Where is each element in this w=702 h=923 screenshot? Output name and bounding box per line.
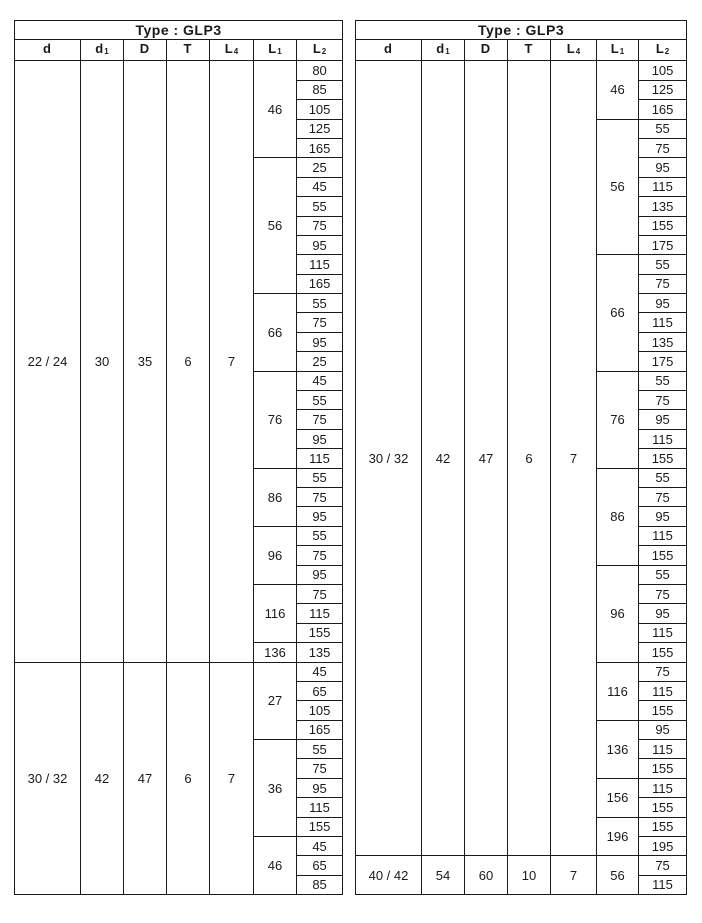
- cell-D: 47: [465, 61, 508, 856]
- cell-L2: 155: [639, 817, 687, 836]
- cell-L4: 7: [551, 61, 597, 856]
- cell-L2: 135: [639, 332, 687, 351]
- col-header-L4: L4: [210, 40, 254, 61]
- cell-L2: 95: [297, 332, 343, 351]
- cell-L2: 115: [639, 313, 687, 332]
- cell-L1: 36: [254, 740, 297, 837]
- cell-L2: 45: [297, 837, 343, 856]
- col-header-L1: L1: [597, 40, 639, 61]
- glp3-table-left: [14, 20, 343, 895]
- cell-L2: 115: [639, 429, 687, 448]
- cell-L2: 25: [297, 352, 343, 371]
- cell-L2: 75: [639, 391, 687, 410]
- cell-L2: 135: [297, 643, 343, 662]
- cell-L4: 7: [210, 61, 254, 662]
- cell-L2: 115: [639, 177, 687, 196]
- cell-L2: 135: [639, 197, 687, 216]
- cell-L2: 115: [639, 623, 687, 642]
- cell-L2: 125: [639, 80, 687, 99]
- col-header-L1: L1: [254, 40, 297, 61]
- cell-T: 6: [508, 61, 551, 856]
- cell-d: 22 / 24: [15, 61, 81, 662]
- cell-L1: 76: [597, 371, 639, 468]
- cell-L2: 75: [639, 138, 687, 157]
- cell-L2: 45: [297, 371, 343, 390]
- cell-L2: 95: [639, 720, 687, 739]
- cell-L2: 75: [639, 487, 687, 506]
- cell-L1: 56: [597, 119, 639, 255]
- cell-L2: 95: [297, 429, 343, 448]
- cell-L2: 75: [297, 584, 343, 603]
- cell-L2: 165: [297, 274, 343, 293]
- cell-L2: 80: [297, 61, 343, 80]
- cell-T: 10: [508, 856, 551, 895]
- cell-L2: 75: [639, 856, 687, 875]
- cell-d1: 42: [81, 662, 124, 895]
- col-header-D: D: [465, 40, 508, 61]
- col-header-d: d: [356, 40, 422, 61]
- cell-L1: 136: [597, 720, 639, 778]
- cell-L2: 45: [297, 177, 343, 196]
- cell-L1: 86: [254, 468, 297, 526]
- cell-D: 47: [124, 662, 167, 895]
- cell-L2: 155: [639, 643, 687, 662]
- cell-L2: 115: [639, 740, 687, 759]
- cell-d1: 54: [422, 856, 465, 895]
- cell-L2: 115: [297, 604, 343, 623]
- cell-L2: 95: [639, 158, 687, 177]
- col-header-L2: L2: [639, 40, 687, 61]
- cell-d: 40 / 42: [356, 856, 422, 895]
- cell-L2: 75: [639, 274, 687, 293]
- col-header-T: T: [508, 40, 551, 61]
- cell-L2: 55: [639, 565, 687, 584]
- cell-L1: 156: [597, 778, 639, 817]
- cell-L2: 65: [297, 681, 343, 700]
- cell-L2: 95: [297, 565, 343, 584]
- cell-L4: 7: [551, 856, 597, 895]
- cell-L2: 75: [639, 662, 687, 681]
- table-title: Type : GLP3: [356, 21, 687, 40]
- cell-L2: 75: [297, 546, 343, 565]
- cell-L2: 75: [297, 487, 343, 506]
- cell-L2: 95: [297, 778, 343, 797]
- cell-L2: 155: [639, 798, 687, 817]
- cell-L2: 95: [297, 507, 343, 526]
- cell-L2: 75: [297, 216, 343, 235]
- cell-L1: 66: [597, 255, 639, 371]
- cell-L2: 175: [639, 235, 687, 254]
- cell-L1: 116: [597, 662, 639, 720]
- cell-L1: 27: [254, 662, 297, 740]
- cell-D: 35: [124, 61, 167, 662]
- cell-L1: 196: [597, 817, 639, 856]
- cell-L2: 115: [297, 255, 343, 274]
- cell-L2: 55: [639, 468, 687, 487]
- cell-L2: 165: [297, 138, 343, 157]
- cell-L1: 66: [254, 294, 297, 372]
- col-header-D: D: [124, 40, 167, 61]
- cell-L2: 165: [297, 720, 343, 739]
- col-header-d1: d1: [81, 40, 124, 61]
- table-title: Type : GLP3: [15, 21, 343, 40]
- table-row: [356, 856, 687, 875]
- cell-L2: 75: [639, 584, 687, 603]
- cell-L2: 115: [297, 449, 343, 468]
- cell-d: 30 / 32: [356, 61, 422, 856]
- cell-L2: 115: [297, 798, 343, 817]
- cell-L1: 46: [597, 61, 639, 119]
- cell-L2: 75: [297, 313, 343, 332]
- cell-T: 6: [167, 61, 210, 662]
- cell-L2: 55: [297, 740, 343, 759]
- cell-L1: 116: [254, 584, 297, 642]
- cell-L2: 25: [297, 158, 343, 177]
- col-header-d1: d1: [422, 40, 465, 61]
- cell-L2: 155: [297, 817, 343, 836]
- cell-T: 6: [167, 662, 210, 895]
- col-header-L4: L4: [551, 40, 597, 61]
- cell-L2: 55: [297, 468, 343, 487]
- cell-L2: 95: [639, 410, 687, 429]
- cell-D: 60: [465, 856, 508, 895]
- cell-L1: 86: [597, 468, 639, 565]
- cell-L2: 155: [639, 449, 687, 468]
- cell-L2: 155: [639, 701, 687, 720]
- cell-L2: 195: [639, 837, 687, 856]
- cell-L2: 125: [297, 119, 343, 138]
- cell-L1: 56: [254, 158, 297, 294]
- cell-L2: 55: [639, 255, 687, 274]
- cell-L1: 96: [254, 526, 297, 584]
- cell-L1: 76: [254, 371, 297, 468]
- col-header-T: T: [167, 40, 210, 61]
- header-row: [15, 40, 343, 61]
- cell-L2: 85: [297, 80, 343, 99]
- cell-L2: 155: [297, 623, 343, 642]
- table-row: [15, 662, 343, 681]
- cell-L2: 155: [639, 546, 687, 565]
- cell-L2: 105: [639, 61, 687, 80]
- cell-d: 30 / 32: [15, 662, 81, 895]
- cell-L2: 55: [297, 526, 343, 545]
- header-row: [356, 40, 687, 61]
- cell-L2: 115: [639, 778, 687, 797]
- cell-L2: 85: [297, 875, 343, 894]
- cell-L2: 95: [297, 235, 343, 254]
- cell-L1: 46: [254, 837, 297, 895]
- cell-L2: 115: [639, 526, 687, 545]
- cell-L2: 95: [639, 604, 687, 623]
- cell-L2: 75: [297, 759, 343, 778]
- cell-d1: 42: [422, 61, 465, 856]
- cell-L2: 105: [297, 100, 343, 119]
- cell-L1: 96: [597, 565, 639, 662]
- col-header-L2: L2: [297, 40, 343, 61]
- cell-L4: 7: [210, 662, 254, 895]
- cell-L2: 105: [297, 701, 343, 720]
- cell-L2: 155: [639, 216, 687, 235]
- cell-L2: 175: [639, 352, 687, 371]
- cell-L2: 155: [639, 759, 687, 778]
- cell-L1: 136: [254, 643, 297, 662]
- cell-L2: 75: [297, 410, 343, 429]
- cell-L1: 56: [597, 856, 639, 895]
- table-row: [356, 61, 687, 80]
- table-row: [15, 61, 343, 80]
- cell-L2: 55: [297, 391, 343, 410]
- glp3-table-right: [355, 20, 687, 895]
- cell-L2: 45: [297, 662, 343, 681]
- cell-L2: 115: [639, 875, 687, 894]
- cell-L2: 55: [297, 294, 343, 313]
- cell-d1: 30: [81, 61, 124, 662]
- cell-L2: 95: [639, 294, 687, 313]
- cell-L2: 65: [297, 856, 343, 875]
- cell-L1: 46: [254, 61, 297, 158]
- cell-L2: 165: [639, 100, 687, 119]
- cell-L2: 95: [639, 507, 687, 526]
- cell-L2: 55: [639, 371, 687, 390]
- cell-L2: 55: [297, 197, 343, 216]
- col-header-d: d: [15, 40, 81, 61]
- cell-L2: 55: [639, 119, 687, 138]
- cell-L2: 115: [639, 681, 687, 700]
